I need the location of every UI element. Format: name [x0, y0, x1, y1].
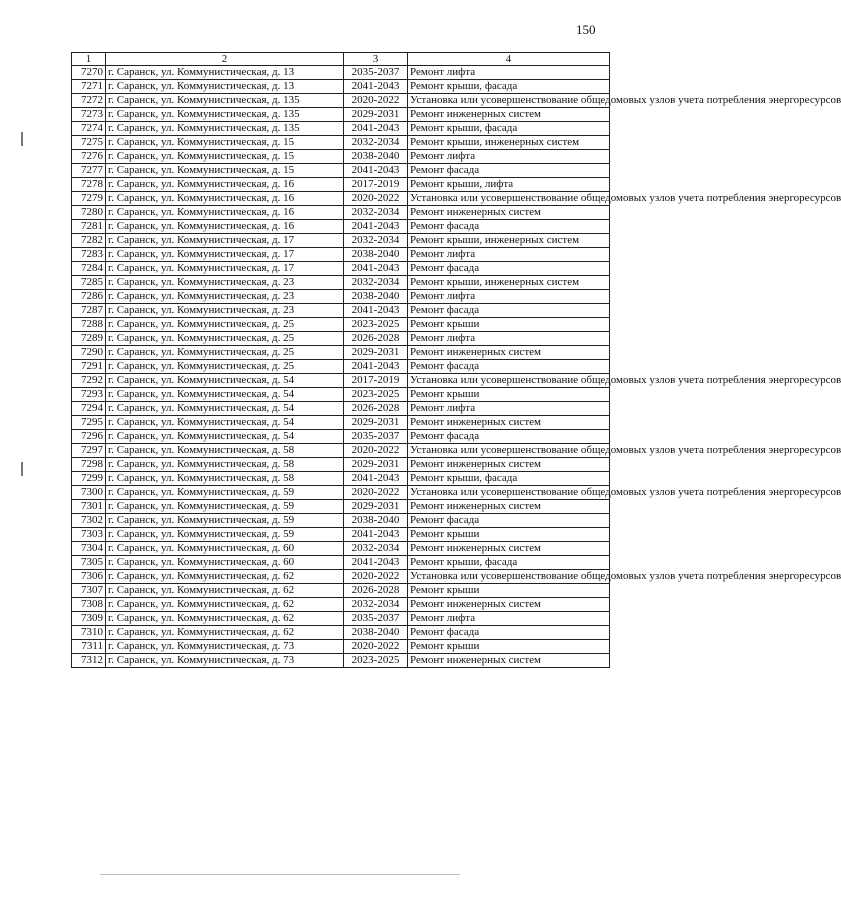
address-cell: г. Саранск, ул. Коммунистическая, д. 58 [106, 444, 344, 458]
row-number: 7296 [72, 430, 106, 444]
row-number: 7291 [72, 360, 106, 374]
row-number: 7287 [72, 304, 106, 318]
table-row [72, 248, 610, 262]
work-type-cell: Ремонт крыши, фасада [408, 122, 610, 136]
table-row [72, 192, 610, 206]
row-number: 7301 [72, 500, 106, 514]
work-type-cell: Ремонт крыши, фасада [408, 80, 610, 94]
address-cell: г. Саранск, ул. Коммунистическая, д. 17 [106, 234, 344, 248]
row-number: 7302 [72, 514, 106, 528]
work-type-cell: Ремонт инженерных систем [408, 654, 610, 668]
address-cell: г. Саранск, ул. Коммунистическая, д. 59 [106, 500, 344, 514]
column-header-1: 1 [72, 53, 106, 66]
row-number: 7271 [72, 80, 106, 94]
work-type-cell: Ремонт лифта [408, 290, 610, 304]
table-row [72, 486, 610, 500]
row-number: 7307 [72, 584, 106, 598]
work-type-cell: Ремонт инженерных систем [408, 108, 610, 122]
period-cell: 2032-2034 [344, 206, 408, 220]
work-type-cell: Установка или усовершенствование общедомовых узлов учета потребления энергоресурсов [408, 570, 610, 584]
address-cell: г. Саранск, ул. Коммунистическая, д. 73 [106, 640, 344, 654]
row-number: 7310 [72, 626, 106, 640]
address-cell: г. Саранск, ул. Коммунистическая, д. 17 [106, 262, 344, 276]
row-number: 7298 [72, 458, 106, 472]
period-cell: 2038-2040 [344, 514, 408, 528]
table-row [72, 430, 610, 444]
work-type-cell: Установка или усовершенствование общедомовых узлов учета потребления энергоресурсов [408, 192, 610, 206]
row-number: 7272 [72, 94, 106, 108]
work-type-cell: Ремонт крыши [408, 640, 610, 654]
row-number: 7277 [72, 164, 106, 178]
address-cell: г. Саранск, ул. Коммунистическая, д. 60 [106, 542, 344, 556]
row-number: 7300 [72, 486, 106, 500]
period-cell: 2041-2043 [344, 80, 408, 94]
row-number: 7311 [72, 640, 106, 654]
table-row [72, 346, 610, 360]
table-row [72, 416, 610, 430]
work-type-cell: Ремонт инженерных систем [408, 346, 610, 360]
table-row [72, 388, 610, 402]
row-number: 7303 [72, 528, 106, 542]
table-row [72, 626, 610, 640]
work-type-cell: Установка или усовершенствование общедомовых узлов учета потребления энергоресурсов [408, 94, 610, 108]
period-cell: 2020-2022 [344, 192, 408, 206]
row-number: 7282 [72, 234, 106, 248]
address-cell: г. Саранск, ул. Коммунистическая, д. 135 [106, 94, 344, 108]
row-number: 7309 [72, 612, 106, 626]
period-cell: 2020-2022 [344, 570, 408, 584]
period-cell: 2041-2043 [344, 122, 408, 136]
row-number: 7297 [72, 444, 106, 458]
period-cell: 2029-2031 [344, 416, 408, 430]
period-cell: 2026-2028 [344, 584, 408, 598]
work-type-cell: Ремонт инженерных систем [408, 598, 610, 612]
table-row [72, 500, 610, 514]
address-cell: г. Саранск, ул. Коммунистическая, д. 23 [106, 290, 344, 304]
period-cell: 2029-2031 [344, 346, 408, 360]
table-row [72, 444, 610, 458]
scan-mark [21, 462, 23, 476]
work-type-cell: Ремонт крыши [408, 528, 610, 542]
address-cell: г. Саранск, ул. Коммунистическая, д. 60 [106, 556, 344, 570]
row-number: 7278 [72, 178, 106, 192]
address-cell: г. Саранск, ул. Коммунистическая, д. 16 [106, 206, 344, 220]
row-number: 7304 [72, 542, 106, 556]
row-number: 7283 [72, 248, 106, 262]
row-number: 7299 [72, 472, 106, 486]
row-number: 7274 [72, 122, 106, 136]
table-row [72, 542, 610, 556]
address-cell: г. Саранск, ул. Коммунистическая, д. 25 [106, 318, 344, 332]
work-type-cell: Ремонт лифта [408, 612, 610, 626]
period-cell: 2020-2022 [344, 486, 408, 500]
period-cell: 2041-2043 [344, 262, 408, 276]
address-cell: г. Саранск, ул. Коммунистическая, д. 62 [106, 612, 344, 626]
row-number: 7312 [72, 654, 106, 668]
address-cell: г. Саранск, ул. Коммунистическая, д. 62 [106, 584, 344, 598]
period-cell: 2026-2028 [344, 332, 408, 346]
period-cell: 2041-2043 [344, 556, 408, 570]
table-row [72, 94, 610, 108]
row-number: 7284 [72, 262, 106, 276]
address-cell: г. Саранск, ул. Коммунистическая, д. 54 [106, 416, 344, 430]
period-cell: 2032-2034 [344, 234, 408, 248]
table-row [72, 304, 610, 318]
period-cell: 2026-2028 [344, 402, 408, 416]
period-cell: 2029-2031 [344, 500, 408, 514]
period-cell: 2041-2043 [344, 360, 408, 374]
work-type-cell: Ремонт инженерных систем [408, 458, 610, 472]
scan-mark [21, 132, 23, 146]
address-cell: г. Саранск, ул. Коммунистическая, д. 73 [106, 654, 344, 668]
work-type-cell: Ремонт фасада [408, 164, 610, 178]
work-type-cell: Ремонт крыши [408, 584, 610, 598]
period-cell: 2020-2022 [344, 640, 408, 654]
scan-edge-line [100, 874, 460, 875]
table-row [72, 262, 610, 276]
row-number: 7292 [72, 374, 106, 388]
period-cell: 2041-2043 [344, 472, 408, 486]
address-cell: г. Саранск, ул. Коммунистическая, д. 58 [106, 458, 344, 472]
address-cell: г. Саранск, ул. Коммунистическая, д. 23 [106, 304, 344, 318]
address-cell: г. Саранск, ул. Коммунистическая, д. 135 [106, 122, 344, 136]
row-number: 7288 [72, 318, 106, 332]
table-row [72, 80, 610, 94]
work-type-cell: Ремонт крыши, фасада [408, 472, 610, 486]
period-cell: 2017-2019 [344, 178, 408, 192]
address-cell: г. Саранск, ул. Коммунистическая, д. 23 [106, 276, 344, 290]
period-cell: 2041-2043 [344, 164, 408, 178]
address-cell: г. Саранск, ул. Коммунистическая, д. 59 [106, 486, 344, 500]
period-cell: 2032-2034 [344, 542, 408, 556]
work-type-cell: Ремонт инженерных систем [408, 500, 610, 514]
table-row [72, 570, 610, 584]
table-row [72, 640, 610, 654]
row-number: 7281 [72, 220, 106, 234]
table-row [72, 654, 610, 668]
work-type-cell: Ремонт фасада [408, 430, 610, 444]
table-row [72, 206, 610, 220]
period-cell: 2017-2019 [344, 374, 408, 388]
period-cell: 2023-2025 [344, 388, 408, 402]
table-row [72, 528, 610, 542]
table-row [72, 234, 610, 248]
table-row [72, 598, 610, 612]
work-type-cell: Ремонт лифта [408, 66, 610, 80]
work-type-cell: Ремонт фасада [408, 304, 610, 318]
work-type-cell: Ремонт крыши, инженерных систем [408, 234, 610, 248]
row-number: 7276 [72, 150, 106, 164]
work-type-cell: Установка или усовершенствование общедомовых узлов учета потребления энергоресурсов [408, 374, 610, 388]
address-cell: г. Саранск, ул. Коммунистическая, д. 59 [106, 528, 344, 542]
address-cell: г. Саранск, ул. Коммунистическая, д. 15 [106, 164, 344, 178]
row-number: 7285 [72, 276, 106, 290]
table-row [72, 402, 610, 416]
table-row [72, 178, 610, 192]
address-cell: г. Саранск, ул. Коммунистическая, д. 16 [106, 192, 344, 206]
table-row [72, 136, 610, 150]
period-cell: 2038-2040 [344, 150, 408, 164]
work-type-cell: Ремонт крыши, фасада [408, 556, 610, 570]
column-header-3: 3 [344, 53, 408, 66]
work-type-cell: Ремонт крыши [408, 318, 610, 332]
table-row [72, 556, 610, 570]
row-number: 7305 [72, 556, 106, 570]
address-cell: г. Саранск, ул. Коммунистическая, д. 17 [106, 248, 344, 262]
work-type-cell: Ремонт крыши, инженерных систем [408, 136, 610, 150]
row-number: 7308 [72, 598, 106, 612]
table-row [72, 332, 610, 346]
table-row [72, 108, 610, 122]
row-number: 7293 [72, 388, 106, 402]
address-cell: г. Саранск, ул. Коммунистическая, д. 62 [106, 570, 344, 584]
address-cell: г. Саранск, ул. Коммунистическая, д. 25 [106, 332, 344, 346]
work-type-cell: Ремонт крыши, инженерных систем [408, 276, 610, 290]
address-cell: г. Саранск, ул. Коммунистическая, д. 54 [106, 388, 344, 402]
table-row [72, 458, 610, 472]
address-cell: г. Саранск, ул. Коммунистическая, д. 13 [106, 80, 344, 94]
work-type-cell: Ремонт инженерных систем [408, 416, 610, 430]
work-type-cell: Ремонт лифта [408, 248, 610, 262]
period-cell: 2041-2043 [344, 220, 408, 234]
address-cell: г. Саранск, ул. Коммунистическая, д. 58 [106, 472, 344, 486]
address-cell: г. Саранск, ул. Коммунистическая, д. 59 [106, 514, 344, 528]
address-cell: г. Саранск, ул. Коммунистическая, д. 15 [106, 136, 344, 150]
row-number: 7286 [72, 290, 106, 304]
address-cell: г. Саранск, ул. Коммунистическая, д. 16 [106, 220, 344, 234]
page-number: 150 [576, 22, 596, 37]
table-row [72, 122, 610, 136]
address-cell: г. Саранск, ул. Коммунистическая, д. 62 [106, 626, 344, 640]
work-type-cell: Установка или усовершенствование общедомовых узлов учета потребления энергоресурсов [408, 486, 610, 500]
work-type-cell: Ремонт фасада [408, 220, 610, 234]
address-cell: г. Саранск, ул. Коммунистическая, д. 54 [106, 402, 344, 416]
row-number: 7306 [72, 570, 106, 584]
address-cell: г. Саранск, ул. Коммунистическая, д. 25 [106, 346, 344, 360]
work-type-cell: Ремонт лифта [408, 402, 610, 416]
row-number: 7275 [72, 136, 106, 150]
work-type-cell: Ремонт фасада [408, 626, 610, 640]
address-cell: г. Саранск, ул. Коммунистическая, д. 15 [106, 150, 344, 164]
repair-schedule-table [71, 52, 841, 668]
work-type-cell: Ремонт крыши [408, 388, 610, 402]
address-cell: г. Саранск, ул. Коммунистическая, д. 25 [106, 360, 344, 374]
address-cell: г. Саранск, ул. Коммунистическая, д. 54 [106, 430, 344, 444]
table-row [72, 220, 610, 234]
period-cell: 2032-2034 [344, 276, 408, 290]
work-type-cell: Ремонт лифта [408, 150, 610, 164]
table-row [72, 472, 610, 486]
period-cell: 2041-2043 [344, 528, 408, 542]
table-row [72, 164, 610, 178]
period-cell: 2038-2040 [344, 626, 408, 640]
period-cell: 2032-2034 [344, 598, 408, 612]
address-cell: г. Саранск, ул. Коммунистическая, д. 16 [106, 178, 344, 192]
row-number: 7279 [72, 192, 106, 206]
row-number: 7295 [72, 416, 106, 430]
period-cell: 2020-2022 [344, 444, 408, 458]
address-cell: г. Саранск, ул. Коммунистическая, д. 62 [106, 598, 344, 612]
table-row [72, 514, 610, 528]
period-cell: 2035-2037 [344, 66, 408, 80]
column-header-2: 2 [106, 53, 344, 66]
work-type-cell: Ремонт инженерных систем [408, 542, 610, 556]
column-header-4: 4 [408, 53, 610, 66]
table-row [72, 150, 610, 164]
table-row [72, 360, 610, 374]
work-type-cell: Ремонт лифта [408, 332, 610, 346]
row-number: 7290 [72, 346, 106, 360]
work-type-cell: Установка или усовершенствование общедомовых узлов учета потребления энергоресурсов [408, 444, 610, 458]
period-cell: 2020-2022 [344, 94, 408, 108]
period-cell: 2032-2034 [344, 136, 408, 150]
address-cell: г. Саранск, ул. Коммунистическая, д. 135 [106, 108, 344, 122]
row-number: 7289 [72, 332, 106, 346]
row-number: 7273 [72, 108, 106, 122]
row-number: 7270 [72, 66, 106, 80]
work-type-cell: Ремонт крыши, лифта [408, 178, 610, 192]
work-type-cell: Ремонт фасада [408, 514, 610, 528]
table-row [72, 66, 610, 80]
row-number: 7294 [72, 402, 106, 416]
table-row [72, 374, 610, 388]
table-row [72, 612, 610, 626]
period-cell: 2029-2031 [344, 458, 408, 472]
period-cell: 2023-2025 [344, 318, 408, 332]
table-row [72, 584, 610, 598]
period-cell: 2038-2040 [344, 290, 408, 304]
address-cell: г. Саранск, ул. Коммунистическая, д. 54 [106, 374, 344, 388]
work-type-cell: Ремонт фасада [408, 360, 610, 374]
table-row [72, 290, 610, 304]
address-cell: г. Саранск, ул. Коммунистическая, д. 13 [106, 66, 344, 80]
period-cell: 2035-2037 [344, 430, 408, 444]
table-row [72, 276, 610, 290]
period-cell: 2038-2040 [344, 248, 408, 262]
table-header-row [72, 53, 610, 66]
table-row [72, 318, 610, 332]
period-cell: 2041-2043 [344, 304, 408, 318]
period-cell: 2035-2037 [344, 612, 408, 626]
work-type-cell: Ремонт фасада [408, 262, 610, 276]
period-cell: 2029-2031 [344, 108, 408, 122]
period-cell: 2023-2025 [344, 654, 408, 668]
row-number: 7280 [72, 206, 106, 220]
work-type-cell: Ремонт инженерных систем [408, 206, 610, 220]
